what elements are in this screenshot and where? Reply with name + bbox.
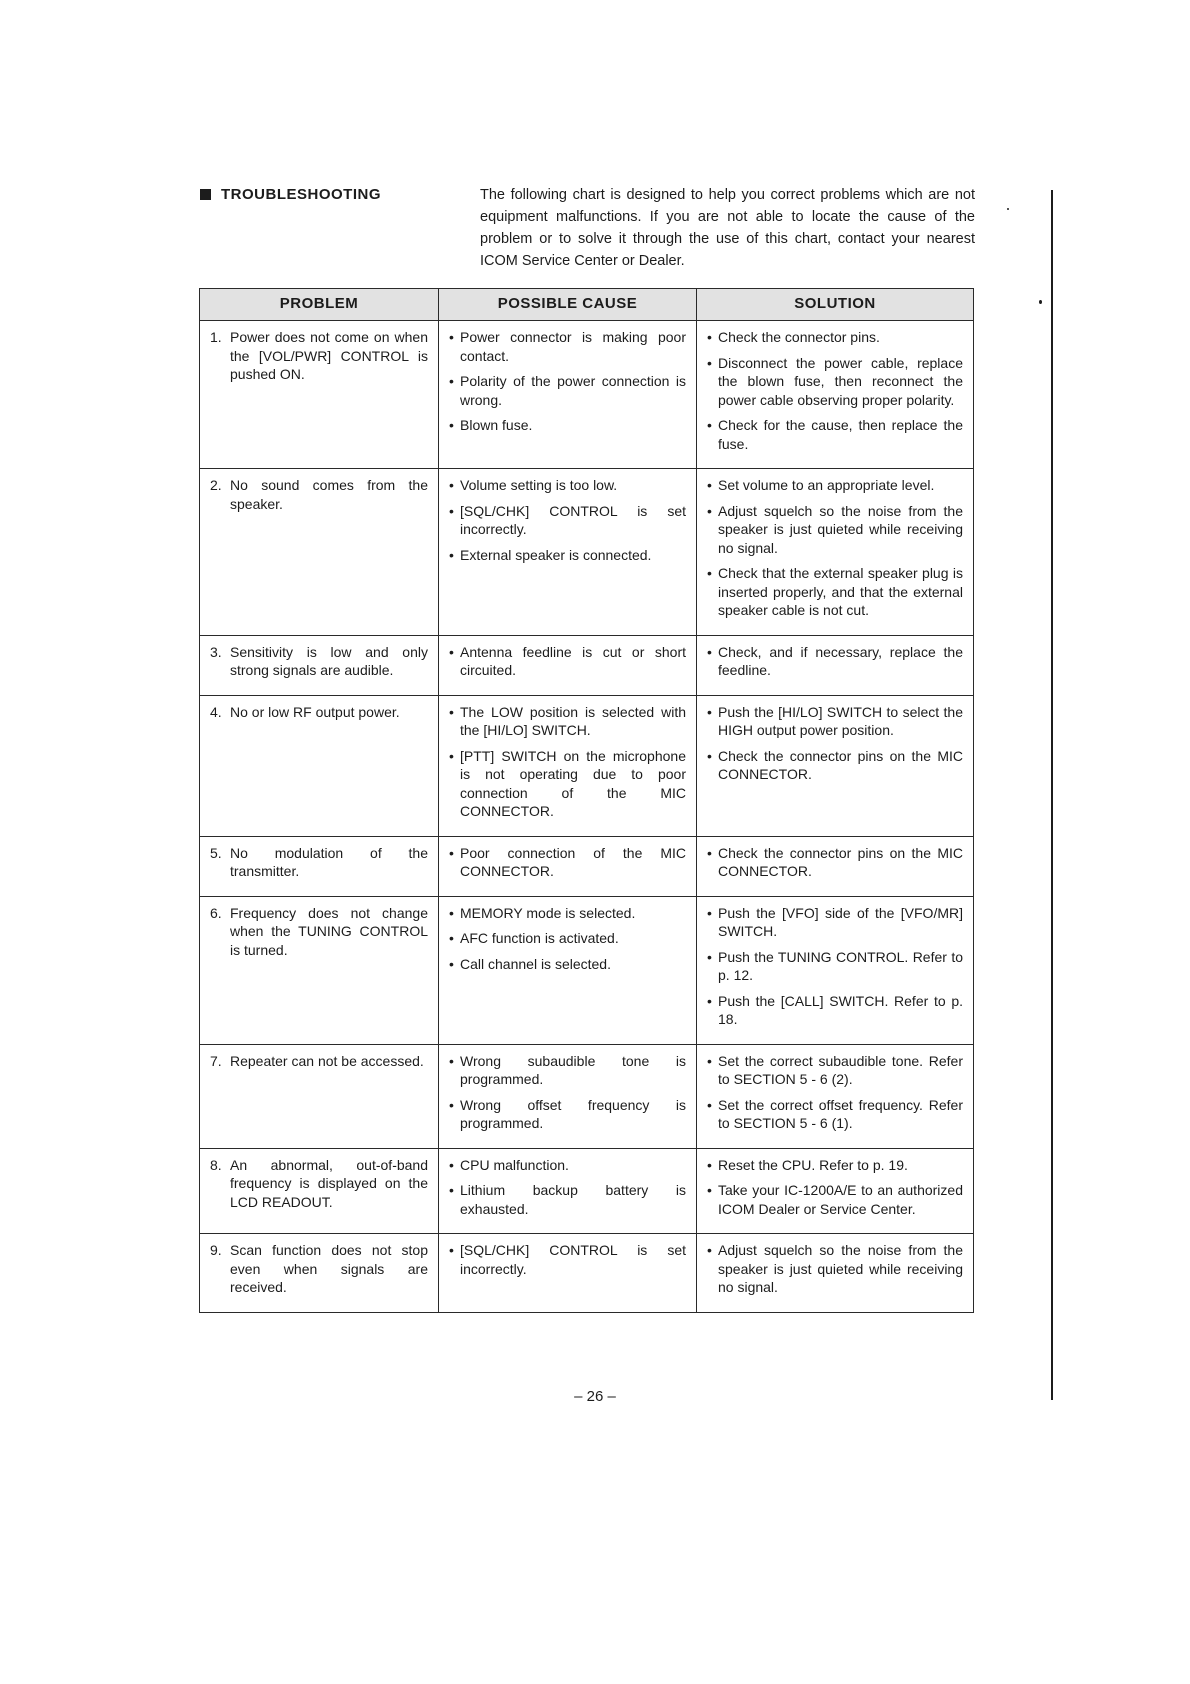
cause-text: Polarity of the power connection is wrong. bbox=[460, 373, 686, 408]
cause-item bbox=[449, 703, 686, 740]
column-header-solution: SOLUTION bbox=[697, 289, 974, 321]
cause-item bbox=[449, 546, 686, 565]
solution-text: Check the connector pins on the MIC CONNECTOR. bbox=[718, 844, 963, 879]
problem-entry bbox=[210, 904, 428, 960]
problem-number: 8. bbox=[210, 1156, 222, 1173]
solution-cell bbox=[697, 695, 974, 836]
table-row bbox=[200, 469, 974, 636]
cause-text: Lithium backup battery is exhausted. bbox=[460, 1182, 686, 1217]
table-body bbox=[200, 321, 974, 1313]
solution-item bbox=[707, 992, 963, 1029]
solution-item bbox=[707, 476, 963, 495]
table-row bbox=[200, 695, 974, 836]
solution-item bbox=[707, 904, 963, 941]
problem-number: 2. bbox=[210, 477, 222, 493]
cause-text: Power connector is making poor contact. bbox=[460, 329, 686, 364]
cause-text: CPU malfunction. bbox=[460, 1156, 569, 1173]
table-row bbox=[200, 1044, 974, 1148]
cause-text: The LOW position is selected with the [HI/LO] SWITCH. bbox=[460, 703, 686, 738]
solution-item bbox=[707, 948, 963, 985]
cause-item bbox=[449, 929, 686, 948]
bullet-icon: • bbox=[449, 955, 454, 972]
solution-text: Set the correct offset frequency. Refer to SECTION 5 - 6 (1). bbox=[718, 1096, 963, 1131]
cause-text: Poor connection of the MIC CONNECTOR. bbox=[460, 844, 686, 879]
solution-text: Adjust squelch so the noise from the speaker is just quieted while receiving no signal. bbox=[718, 1242, 963, 1295]
cause-text: Antenna feedline is cut or short circuited. bbox=[460, 643, 686, 678]
solution-item bbox=[707, 844, 963, 881]
solution-text: Reset the CPU. Refer to p. 19. bbox=[718, 1156, 908, 1173]
margin-mark bbox=[1039, 300, 1042, 304]
solution-cell bbox=[697, 1148, 974, 1234]
bullet-icon: • bbox=[707, 1156, 712, 1173]
solution-text: Push the TUNING CONTROL. Refer to p. 12. bbox=[718, 948, 963, 983]
bullet-icon: • bbox=[449, 417, 454, 433]
solution-item bbox=[707, 643, 963, 680]
bullet-icon: • bbox=[707, 565, 712, 581]
problem-entry bbox=[210, 703, 428, 722]
problem-text: Frequency does not change when the TUNING CONTROL is turned. bbox=[230, 904, 428, 958]
cause-text: [SQL/CHK] CONTROL is set incorrectly. bbox=[460, 1242, 686, 1277]
bullet-icon: • bbox=[449, 930, 454, 946]
problem-number: 6. bbox=[210, 904, 222, 921]
problem-cell bbox=[200, 635, 439, 695]
problem-entry bbox=[210, 643, 428, 680]
problem-text: No or low RF output power. bbox=[230, 703, 400, 720]
solution-text: Push the [CALL] SWITCH. Refer to p. 18. bbox=[718, 992, 963, 1027]
bullet-icon: • bbox=[707, 1242, 712, 1258]
problem-entry bbox=[210, 476, 428, 513]
cause-cell bbox=[439, 1234, 697, 1313]
cause-item bbox=[449, 1156, 686, 1175]
problem-cell bbox=[200, 1148, 439, 1234]
cause-item bbox=[449, 747, 686, 821]
margin-mark bbox=[1007, 208, 1009, 210]
solution-item bbox=[707, 747, 963, 784]
problem-text: No modulation of the transmitter. bbox=[230, 844, 428, 879]
problem-cell bbox=[200, 1234, 439, 1313]
solution-item bbox=[707, 1181, 963, 1218]
problem-number: 4. bbox=[210, 703, 222, 720]
table-row bbox=[200, 896, 974, 1044]
bullet-icon: • bbox=[707, 844, 712, 861]
bullet-icon: • bbox=[449, 477, 454, 493]
problem-entry bbox=[210, 844, 428, 881]
solution-cell bbox=[697, 836, 974, 896]
problem-text: Scan function does not stop even when signals are received. bbox=[230, 1242, 428, 1295]
square-bullet-icon bbox=[200, 189, 211, 200]
solution-cell bbox=[697, 1234, 974, 1313]
intro-paragraph: The following chart is designed to help you correct problems which are not equipment malfunctions. If you are not able to locate the cause of the problem or to solve it through the use of this chart, contact your nearest ICOM Service Center or Dealer. bbox=[480, 187, 975, 269]
cause-text: Wrong offset frequency is programmed. bbox=[460, 1096, 686, 1131]
solution-item bbox=[707, 1241, 963, 1297]
solution-text: Take your IC-1200A/E to an authorized ICOM Dealer or Service Center. bbox=[718, 1182, 963, 1217]
problem-cell bbox=[200, 469, 439, 636]
cause-text: Volume setting is too low. bbox=[460, 477, 618, 493]
cause-item bbox=[449, 416, 686, 435]
problem-text: An abnormal, out-of-band frequency is displayed on the LCD READOUT. bbox=[230, 1156, 428, 1210]
solution-text: Disconnect the power cable, replace the blown fuse, then reconnect the power cable observing proper polarity. bbox=[718, 354, 963, 408]
solution-text: Check the connector pins. bbox=[718, 329, 880, 345]
bullet-icon: • bbox=[449, 1096, 454, 1113]
cause-text: [SQL/CHK] CONTROL is set incorrectly. bbox=[460, 502, 686, 537]
cause-cell bbox=[439, 836, 697, 896]
cause-cell bbox=[439, 635, 697, 695]
solution-item bbox=[707, 1096, 963, 1133]
solution-item bbox=[707, 564, 963, 620]
table-row bbox=[200, 321, 974, 469]
bullet-icon: • bbox=[449, 1242, 454, 1258]
solution-text: Check that the external speaker plug is inserted properly, and that the external speaker cable is not cut. bbox=[718, 565, 963, 618]
cause-cell bbox=[439, 469, 697, 636]
cause-item bbox=[449, 372, 686, 409]
cause-text: Blown fuse. bbox=[460, 417, 533, 433]
problem-number: 7. bbox=[210, 1052, 222, 1069]
problem-text: No sound comes from the speaker. bbox=[230, 477, 428, 512]
cause-item bbox=[449, 955, 686, 974]
solution-cell bbox=[697, 321, 974, 469]
bullet-icon: • bbox=[449, 1052, 454, 1069]
cause-item bbox=[449, 1052, 686, 1089]
cause-item bbox=[449, 502, 686, 539]
bullet-icon: • bbox=[449, 329, 454, 345]
cause-cell bbox=[439, 1148, 697, 1234]
cause-item bbox=[449, 328, 686, 365]
bullet-icon: • bbox=[707, 1182, 712, 1198]
bullet-icon: • bbox=[449, 747, 454, 764]
solution-item bbox=[707, 502, 963, 558]
bullet-icon: • bbox=[707, 747, 712, 764]
column-header-cause: POSSIBLE CAUSE bbox=[439, 289, 697, 321]
solution-cell bbox=[697, 469, 974, 636]
cause-cell bbox=[439, 896, 697, 1044]
column-header-problem: PROBLEM bbox=[200, 289, 439, 321]
cause-item bbox=[449, 904, 686, 923]
problem-entry bbox=[210, 1241, 428, 1297]
bullet-icon: • bbox=[707, 904, 712, 921]
solution-item bbox=[707, 328, 963, 347]
bullet-icon: • bbox=[707, 1052, 712, 1069]
bullet-icon: • bbox=[707, 948, 712, 965]
table-header-row bbox=[200, 289, 974, 321]
problem-cell bbox=[200, 695, 439, 836]
solution-cell bbox=[697, 896, 974, 1044]
bullet-icon: • bbox=[707, 354, 712, 371]
bullet-icon: • bbox=[449, 904, 454, 921]
section-title: TROUBLESHOOTING bbox=[221, 186, 381, 203]
cause-cell bbox=[439, 695, 697, 836]
bullet-icon: • bbox=[449, 703, 454, 720]
problem-text: Repeater can not be accessed. bbox=[230, 1052, 424, 1069]
solution-item bbox=[707, 703, 963, 740]
bullet-icon: • bbox=[449, 1156, 454, 1173]
bullet-icon: • bbox=[449, 844, 454, 861]
bullet-icon: • bbox=[707, 992, 712, 1009]
bullet-icon: • bbox=[707, 477, 712, 493]
solution-text: Check the connector pins on the MIC CONNECTOR. bbox=[718, 747, 963, 782]
problem-entry bbox=[210, 1156, 428, 1212]
bullet-icon: • bbox=[449, 1182, 454, 1198]
bullet-icon: • bbox=[707, 417, 712, 433]
bullet-icon: • bbox=[449, 546, 454, 563]
cause-text: Call channel is selected. bbox=[460, 955, 611, 972]
cause-text: External speaker is connected. bbox=[460, 546, 652, 563]
problem-cell bbox=[200, 321, 439, 469]
solution-text: Push the [VFO] side of the [VFO/MR] SWITCH. bbox=[718, 904, 963, 939]
solution-text: Set the correct subaudible tone. Refer to SECTION 5 - 6 (2). bbox=[718, 1052, 963, 1087]
margin-rule bbox=[1051, 190, 1053, 1400]
problem-cell bbox=[200, 896, 439, 1044]
cause-cell bbox=[439, 321, 697, 469]
bullet-icon: • bbox=[707, 643, 712, 660]
cause-item bbox=[449, 1096, 686, 1133]
solution-item bbox=[707, 1156, 963, 1175]
solution-cell bbox=[697, 635, 974, 695]
cause-text: MEMORY mode is selected. bbox=[460, 904, 636, 921]
problem-number: 5. bbox=[210, 844, 222, 861]
problem-number: 3. bbox=[210, 643, 222, 660]
problem-number: 9. bbox=[210, 1242, 222, 1258]
bullet-icon: • bbox=[707, 1096, 712, 1113]
solution-text: Push the [HI/LO] SWITCH to select the HIGH output power position. bbox=[718, 703, 963, 738]
solution-cell bbox=[697, 1044, 974, 1148]
cause-text: Wrong subaudible tone is programmed. bbox=[460, 1052, 686, 1087]
problem-cell bbox=[200, 836, 439, 896]
table-row bbox=[200, 1148, 974, 1234]
cause-text: [PTT] SWITCH on the microphone is not operating due to poor connection of the MIC CONNECTOR. bbox=[460, 747, 686, 819]
solution-text: Check, and if necessary, replace the feedline. bbox=[718, 643, 963, 678]
bullet-icon: • bbox=[449, 643, 454, 660]
section-heading bbox=[200, 186, 381, 203]
troubleshooting-table bbox=[199, 288, 974, 1313]
solution-text: Check for the cause, then replace the fuse. bbox=[718, 417, 963, 452]
problem-text: Power does not come on when the [VOL/PWR] CONTROL is pushed ON. bbox=[230, 329, 428, 382]
bullet-icon: • bbox=[707, 502, 712, 519]
cause-cell bbox=[439, 1044, 697, 1148]
table-row bbox=[200, 635, 974, 695]
problem-text: Sensitivity is low and only strong signals are audible. bbox=[230, 643, 428, 678]
problem-number: 1. bbox=[210, 329, 222, 345]
solution-item bbox=[707, 1052, 963, 1089]
solution-text: Adjust squelch so the noise from the speaker is just quieted while receiving no signal. bbox=[718, 502, 963, 556]
page-number: – 26 – bbox=[574, 1388, 616, 1405]
cause-item bbox=[449, 1241, 686, 1278]
solution-item bbox=[707, 354, 963, 410]
problem-entry bbox=[210, 1052, 428, 1071]
table-row bbox=[200, 1234, 974, 1313]
solution-text: Set volume to an appropriate level. bbox=[718, 477, 935, 493]
problem-entry bbox=[210, 328, 428, 384]
cause-text: AFC function is activated. bbox=[460, 930, 619, 946]
bullet-icon: • bbox=[707, 703, 712, 720]
bullet-icon: • bbox=[449, 373, 454, 389]
bullet-icon: • bbox=[707, 329, 712, 345]
bullet-icon: • bbox=[449, 502, 454, 519]
cause-item bbox=[449, 844, 686, 881]
table-row bbox=[200, 836, 974, 896]
cause-item bbox=[449, 476, 686, 495]
cause-item bbox=[449, 1181, 686, 1218]
cause-item bbox=[449, 643, 686, 680]
problem-cell bbox=[200, 1044, 439, 1148]
solution-item bbox=[707, 416, 963, 453]
